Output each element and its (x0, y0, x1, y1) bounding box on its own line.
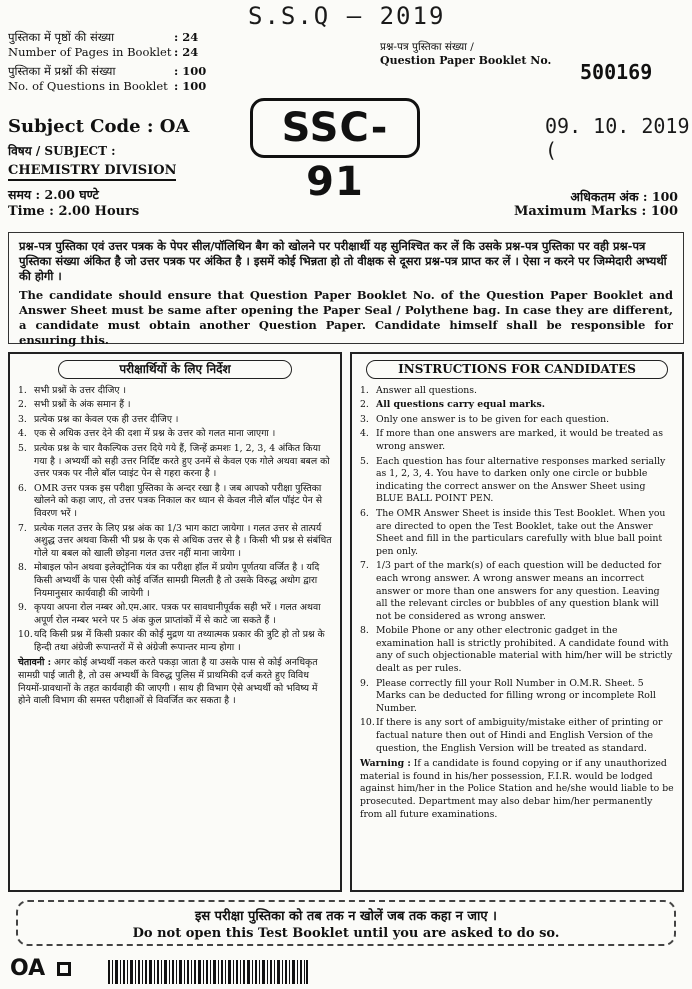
list-item (18, 385, 332, 398)
pages-label-hi: पुस्तिका में पृष्ठों की संख्या (8, 30, 115, 44)
handwritten-title: S.S.Q – 2019 (248, 2, 446, 30)
english-instructions-panel (350, 352, 684, 892)
hindi-warning-label: चेतावनी : (18, 657, 52, 669)
booklet-number-label-hi: प्रश्न-पत्र पुस्तिका संख्या / (380, 41, 474, 53)
notice-en: The candidate should ensure that Question Paper Booklet No. of the Question Paper Booklet and Answer Sheet must be same after opening the Paper Seal / Polythene bag. In case they are different, a candidate must obtain another Question Paper. Candidate himself shall be responsible for ensuring this. (19, 288, 673, 347)
item-number: 8. (18, 562, 27, 574)
booklet-meta (8, 30, 234, 94)
item-number: 6. (18, 482, 27, 494)
item-number: 2. (18, 399, 27, 411)
list-item (360, 456, 674, 506)
hindi-instructions-list (18, 385, 332, 655)
square-icon (57, 962, 71, 976)
hindi-warning (18, 657, 332, 707)
item-number: 3. (360, 413, 369, 425)
list-item (360, 560, 674, 623)
item-text: All questions carry equal marks. (376, 399, 545, 411)
item-number: 7. (360, 560, 369, 572)
list-item (18, 399, 332, 412)
item-number: 1. (360, 384, 369, 396)
list-item (360, 717, 674, 755)
hindi-instructions-panel (8, 352, 342, 892)
item-text: If more than one answers are marked, it would be treated as wrong answer. (376, 428, 663, 452)
footer-en: Do not open this Test Booklet until you are asked to do so. (132, 926, 560, 941)
questions-value: : 100 (174, 64, 207, 78)
english-instructions-list (360, 385, 674, 756)
pages-label-en: Number of Pages in Booklet (8, 45, 172, 59)
footer-notice (16, 900, 676, 946)
item-number: 9. (18, 602, 27, 614)
handwritten-date: 09. 10. 2019 ( (545, 114, 690, 162)
item-text: Please correctly fill your Roll Number in O.M.R. Sheet. 5 Marks can be deducted for filling wrong or incomplete Roll Number. (376, 677, 656, 714)
list-item (18, 443, 332, 481)
questions-label-hi: पुस्तिका में प्रश्नों की संख्या (8, 64, 116, 78)
marks-en: Maximum Marks : 100 (514, 204, 678, 219)
list-item (360, 625, 674, 675)
item-number: 2. (360, 399, 369, 411)
bottom-code-text: OA (10, 956, 46, 981)
subject-code: Subject Code : OA (8, 116, 190, 137)
item-number: 8. (360, 625, 369, 637)
hindi-warning-text: अगर कोई अभ्यर्थी नकल करते पकड़ा जाता है या उसके पास से कोई अनधिकृत सामग्री पाई जाती है, तो उस अभ्यर्थी के विरुद्ध पुलिस में प्राथमिकी दर्ज करते हुए विविध नियमों-प्रावधानों के तहत कार्यवाही की जाएगी । साथ ही विभाग ऐसे अभ्यर्थी को भविष्य में होने वाली विभाग की समस्त परीक्षाओं से विवर्जित कर सकता है । (18, 657, 318, 707)
list-item (18, 483, 332, 521)
item-number: 6. (360, 507, 369, 519)
list-item (18, 629, 332, 654)
barcode-icon (108, 960, 308, 984)
item-text: यदि किसी प्रश्न में किसी प्रकार की कोई मुद्रण या तथ्यात्मक प्रकार की त्रुटि हो तो प्रश्न के हिन्दी तथा अंग्रेजी रूपान्तरों में से अंग्रेजी रूपान्तर मान्य होगा । (34, 629, 325, 653)
list-item (18, 602, 332, 627)
item-text: सभी प्रश्नों के अंक समान हैं । (34, 399, 131, 411)
item-text: OMR उत्तर पत्रक इस परीक्षा पुस्तिका के अन्दर रखा है । जब आपको परीक्षा पुस्तिका खोलने को कहा जाए, तो उत्तर पत्रक निकाल कर ध्यान से केवल नीले बॉल पॉइंट पेन से विवरण भरें । (34, 482, 323, 519)
list-item (360, 678, 674, 716)
english-warning (360, 758, 674, 821)
item-text: मोबाइल फोन अथवा इलेक्ट्रोनिक यंत्र का परीक्षा हॉल में प्रयोग पूर्णतया वर्जित है । यदि किसी अभ्यर्थी के पास ऐसी कोई वर्जित सामग्री मिलती है तो उसके विरुद्ध अधोग द्वारा नियमानुसार कार्यवाही की जायेगी । (34, 562, 320, 599)
list-item (18, 428, 332, 441)
item-text: The OMR Answer Sheet is inside this Test Booklet. When you are directed to open the Test Booklet, take out the Answer Sheet and fill in the particulars carefully with blue ball point pen only. (376, 507, 666, 557)
item-text: Only one answer is to be given for each question. (376, 413, 610, 425)
bottom-subject-code (10, 956, 71, 981)
marks-hi: अधिकतम अंक : 100 (570, 189, 678, 204)
notice-box (8, 232, 684, 347)
item-text: प्रत्येक प्रश्न के चार वैकल्पिक उत्तर दिये गये हैं, जिन्हें क्रमशः 1, 2, 3, 4 अंकित किया गया है । अभ्यर्थी को सही उत्तर निर्दिष्ट करते हुए उनमें से केवल एक गोले अथवा बबल को उत्तर पत्रक पर नीले बॉल प्वाइंट पेन से गहरा करना है । (34, 442, 330, 480)
item-text: Each question has four alternative responses marked serially as 1, 2, 3, 4. You have to darken only one circle or bubble indicating the correct answer on the Answer Sheet using BLUE BALL POINT PEN. (376, 455, 666, 505)
item-number: 10. (18, 629, 33, 641)
list-item (18, 414, 332, 427)
item-text: Answer all questions. (376, 384, 478, 396)
hindi-panel-title: परीक्षार्थियों के लिए निर्देश (58, 360, 292, 379)
item-number: 4. (360, 428, 369, 440)
time-hi: समय : 2.00 घण्टे (8, 187, 99, 202)
item-text: 1/3 part of the mark(s) of each question will be deducted for each wrong answer. A wrong answer means an incorrect answer or more than one answers for any question. Leaving all the relevant circles or bubbles of any question blank will not be considered as wrong answer. (376, 560, 662, 622)
english-panel-title: INSTRUCTIONS FOR CANDIDATES (366, 360, 668, 379)
item-number: 10. (360, 717, 375, 729)
item-text: सभी प्रश्नों के उत्तर दीजिए । (34, 384, 127, 396)
list-item (360, 385, 674, 398)
item-text: एक से अधिक उत्तर देने की दशा में प्रश्न के उत्तर को गलत माना जाएगा । (34, 428, 276, 440)
notice-hi: प्रश्न-पत्र पुस्तिका एवं उत्तर पत्रक के पेपर सील/पॉलिथिन बैग को खोलने पर परीक्षार्थी यह सुनिश्चित कर लें कि उसके प्रश्न-पत्र पुस्तिका पर वही प्रश्न-पत्र पुस्तिका संख्या अंकित है जो उत्तर पत्रक पर अंकित है । इसमें कोई भिन्नता हो तो वीक्षक से दूसरा प्रश्न-पत्र प्राप्त कर लें । ऐसा न करने पर जिम्मेदारी अभ्यर्थी की होगी । (19, 239, 667, 283)
item-number: 4. (18, 428, 27, 440)
item-number: 5. (18, 442, 27, 454)
time-en: Time : 2.00 Hours (8, 204, 140, 219)
questions-label-en: No. of Questions in Booklet (8, 79, 168, 93)
subject-label: विषय / SUBJECT : (8, 144, 116, 158)
list-item (360, 428, 674, 453)
exam-code-box: SSC-91 (250, 98, 420, 158)
item-text: Mobile Phone or any other electronic gadget in the examination hall is strictly prohibited. A candidate found with any of such objectionable material with him/her will be strictly dealt as per rules. (376, 625, 673, 675)
item-text: कृपया अपना रोल नम्बर ओ.एम.आर. पत्रक पर सावधानीपूर्वक सही भरें । गलत अथवा अपूर्ण रोल नम्बर भरने पर 5 अंक कुल प्राप्तांकों में से काटे जा सकते हैं । (34, 602, 321, 626)
english-warning-text: If a candidate is found copying or if any unauthorized material is found in his/her possession, F.I.R. would be lodged against him/her in the Police Station and he/she would liable to be prosecuted. Department may also debar him/her permanently from all future examinations. (360, 758, 674, 820)
item-number: 1. (18, 384, 27, 396)
list-item (18, 562, 332, 600)
footer-hi: इस परीक्षा पुस्तिका को तब तक न खोलें जब तक कहा न जाए । (194, 909, 497, 924)
questions-value-en: : 100 (174, 79, 207, 93)
booklet-number-value: 500169 (580, 60, 653, 84)
list-item (360, 399, 674, 412)
subject-name: CHEMISTRY DIVISION (8, 163, 176, 181)
item-text: If there is any sort of ambiguity/mistake either of printing or factual nature then out of Hindi and English Version of the question, the English Version will be treated as standard. (376, 717, 663, 754)
list-item (18, 523, 332, 561)
item-number: 7. (18, 522, 27, 534)
item-text: प्रत्येक गलत उत्तर के लिए प्रश्न अंक का 1/3 भाग काटा जायेगा । गलत उत्तर से तात्पर्य अशुद्ध उत्तर अथवा किसी भी प्रश्न के एक से अधिक उत्तर से है । किसी भी प्रश्न से संबंधित गोले या बबल को खाली छोड़ना गलत उत्तर नहीं माना जायेगा । (34, 522, 332, 559)
item-number: 3. (18, 413, 27, 425)
pages-value: : 24 (174, 30, 199, 44)
item-number: 9. (360, 677, 369, 689)
english-warning-label: Warning : (360, 758, 411, 770)
list-item (360, 414, 674, 427)
booklet-number-label-en: Question Paper Booklet No. (380, 54, 552, 67)
item-number: 5. (360, 455, 369, 467)
pages-value-en: : 24 (174, 45, 199, 59)
item-text: प्रत्येक प्रश्न का केवल एक ही उत्तर दीजिए । (34, 413, 179, 425)
list-item (360, 508, 674, 558)
